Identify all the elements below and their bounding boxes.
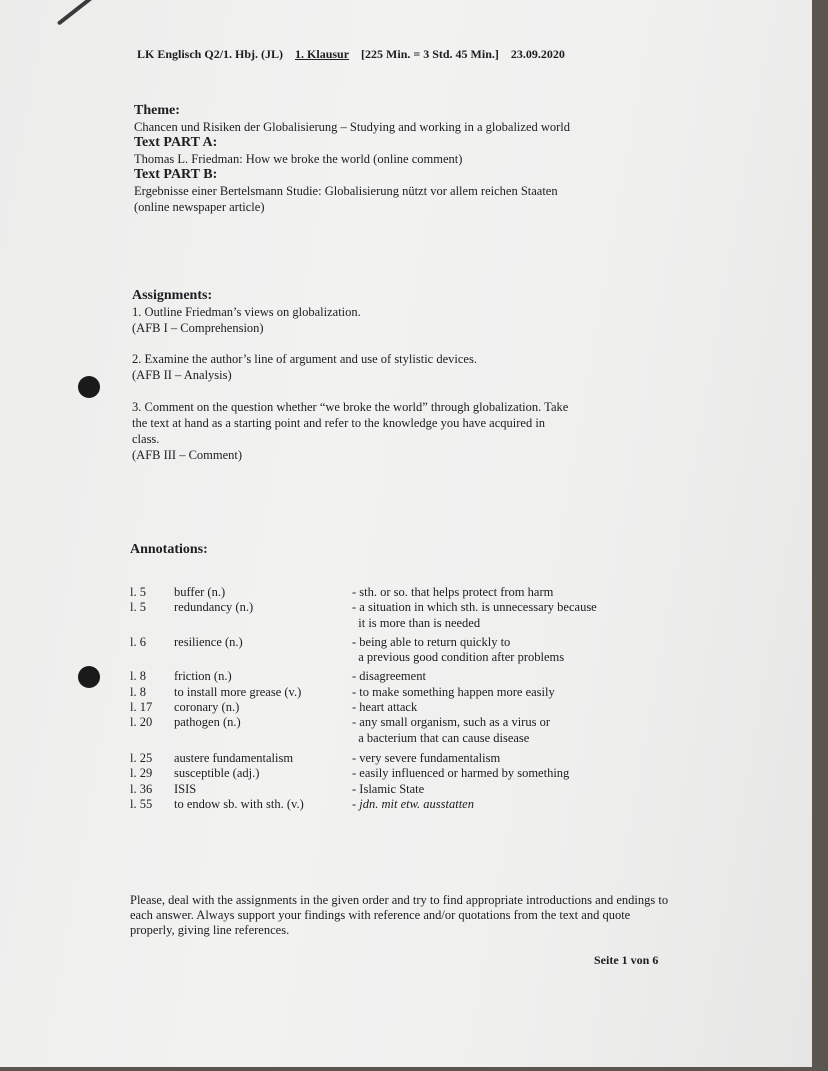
assignments-section (132, 288, 568, 463)
annotation-line-ref: l. 6 (130, 634, 146, 649)
annotation-term: resilience (n.) (174, 634, 243, 649)
annotation-term: austere fundamentalism (174, 750, 294, 765)
annotation-term: susceptible (adj.) (174, 766, 260, 781)
annotation-definition: - a situation in which sth. is unnecessary because (352, 600, 597, 615)
part-b-line1: Ergebnisse einer Bertelsmann Studie: Globalisierung nützt vor allem reichen Staaten (134, 184, 558, 198)
assignment-1-task: 1. Outline Friedman’s views on globalization. (132, 305, 361, 319)
annotation-term: to endow sb. with sth. (v.) (174, 796, 304, 811)
assignment-3-line2: the text at hand as a starting point and refer to the knowledge you have acquired in (132, 416, 546, 430)
annotation-definition: - disagreement (352, 669, 426, 684)
annotation-definition: - easily influenced or harmed by something (352, 766, 570, 781)
annotation-line-ref: l. 5 (130, 600, 146, 615)
annotations-heading: Annotations: (130, 542, 208, 557)
annotation-line-ref: l. 29 (130, 766, 153, 781)
assignment-2 (132, 351, 568, 383)
assignment-1-afb: (AFB I – Comprehension) (132, 321, 264, 335)
annotation-definition: - any small organism, such as a virus or (352, 715, 550, 730)
course-label: LK Englisch Q2/1. Hbj. (JL) (137, 47, 284, 61)
annotation-definition: a previous good condition after problems (352, 650, 565, 665)
assignment-2-afb: (AFB II – Analysis) (132, 368, 232, 382)
annotation-line-ref: l. 20 (130, 715, 153, 730)
annotation-line-ref: l. 8 (130, 684, 146, 699)
assignment-2-task: 2. Examine the author’s line of argument and use of stylistic devices. (132, 352, 477, 366)
annotation-line-ref: l. 25 (130, 750, 153, 765)
annotation-term: coronary (n.) (174, 700, 240, 715)
page-number: Seite 1 von 6 (594, 953, 659, 967)
annotation-term: buffer (n.) (174, 585, 226, 599)
theme-text: Chancen und Risiken der Globalisierung – Studying and working in a globalized world (134, 120, 571, 134)
annotations-heading-wrap (130, 542, 208, 558)
part-b-line2: (online newspaper article) (134, 200, 265, 214)
annotation-term: ISIS (174, 781, 197, 796)
annotation-definition: - very severe fundamentalism (352, 750, 501, 765)
annotation-term: friction (n.) (174, 669, 232, 684)
instructions-text: Please, deal with the assignments in the given order and try to find appropriate introductions and endings to each answer. Always support your findings with reference and/or quotations from the text and quote properly, giving line references. (130, 893, 669, 937)
annotation-definition: - jdn. mit etw. ausstatten (352, 796, 474, 811)
annotation-definition: - sth. or so. that helps protect from harm (352, 585, 554, 599)
date-label: 23.09.2020 (510, 47, 565, 61)
pen-mark (57, 0, 107, 26)
exam-label: 1. Klausur (295, 47, 350, 61)
exam-header (137, 47, 574, 62)
annotation-line-ref: l. 5 (130, 585, 146, 599)
assignment-3-line1: 3. Comment on the question whether “we broke the world” through globalization. Take (132, 400, 569, 414)
annotation-term: redundancy (n.) (174, 600, 254, 615)
theme-heading: Theme: (134, 103, 180, 118)
annotation-term: to install more grease (v.) (174, 684, 302, 699)
part-b-heading: Text PART B: (134, 167, 218, 182)
theme-section (134, 103, 570, 215)
annotation-line-ref: l. 36 (130, 781, 153, 796)
part-a-heading: Text PART A: (134, 135, 218, 150)
annotation-term: pathogen (n.) (174, 715, 241, 730)
assignment-3 (132, 399, 568, 463)
annotation-definition: it is more than is needed (352, 615, 481, 630)
assignment-1 (132, 304, 568, 336)
annotation-line-ref: l. 8 (130, 669, 146, 684)
duration-label: [225 Min. = 3 Std. 45 Min.] (361, 47, 499, 61)
punch-hole-bottom (78, 666, 100, 688)
annotation-line-ref: l. 17 (130, 700, 153, 715)
annotation-definition: - Islamic State (352, 781, 425, 796)
part-a-text: Thomas L. Friedman: How we broke the world (online comment) (134, 152, 463, 166)
punch-hole-top (78, 376, 100, 398)
annotation-definition: - to make something happen more easily (352, 684, 555, 699)
annotation-definition: a bacterium that can cause disease (352, 730, 530, 745)
assignment-3-afb: (AFB III – Comment) (132, 448, 243, 462)
annotation-definition: - being able to return quickly to (352, 634, 511, 649)
assignment-3-line3: class. (132, 432, 160, 446)
assignments-heading: Assignments: (132, 288, 213, 303)
annotation-line-ref: l. 55 (130, 796, 153, 811)
annotation-definition: - heart attack (352, 700, 418, 715)
